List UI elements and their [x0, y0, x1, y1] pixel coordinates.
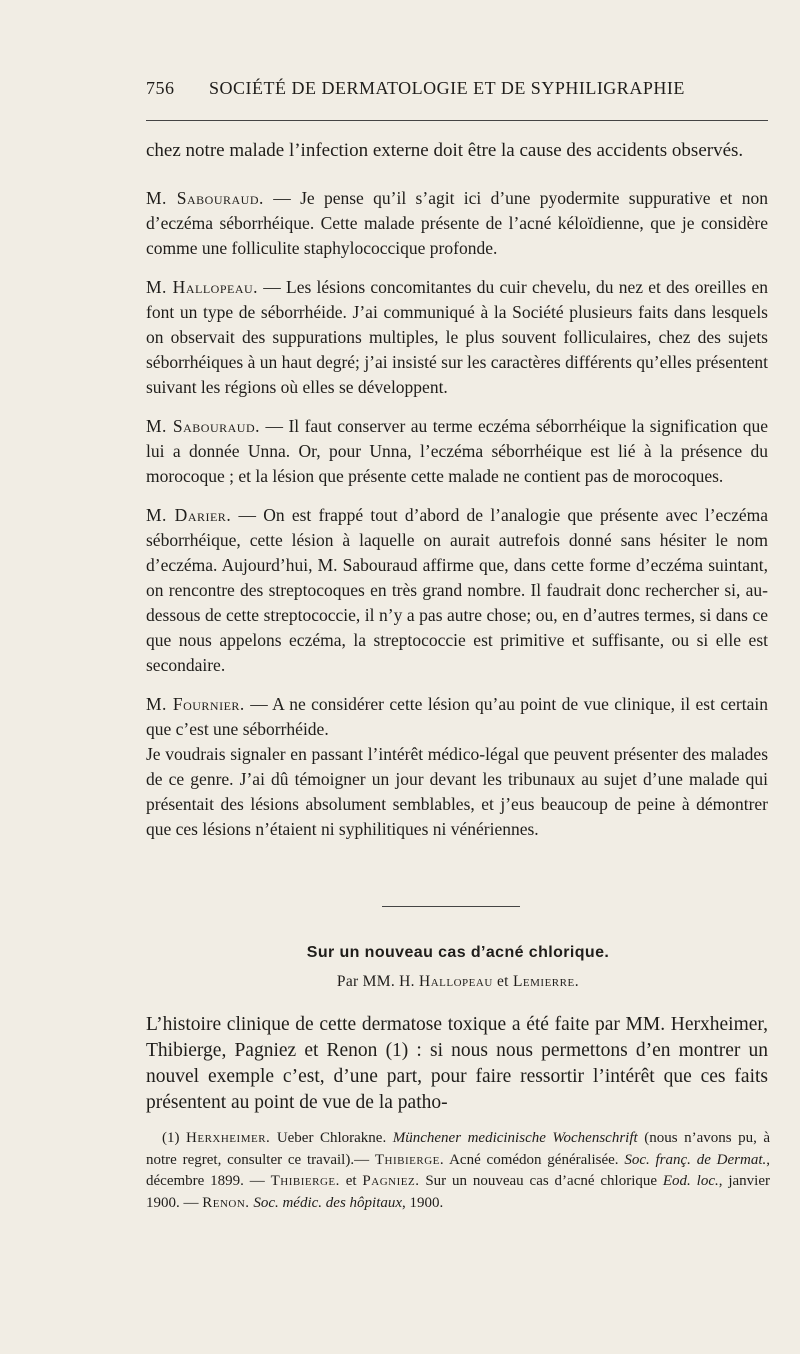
article-paragraph: L’histoire clinique de cette dermatose toxique a été faite par MM. Herxheimer, Thibierge, Pagniez et Renon (1) : si nous nous permettons d’en montrer un nouvel exemple c’est, d’une part, pour faire ressortir l’intérêt que ces faits présentent au point de vue de la patho- [146, 1014, 768, 1113]
footnote-text: , décembre 1899. — [146, 1151, 770, 1189]
footnote-text: et [345, 1173, 357, 1189]
cited-journal: Soc. franç. de Dermat. [624, 1151, 767, 1168]
remark-text: — Je pense qu’il s’agit ici d’une pyodermite suppurative et non d’eczéma séborrhéique. Cette malade présente de l’acné kéloïdienne, que je considère comme une folliculite staphylococcique profonde. [146, 188, 769, 258]
speaker-name: M. Sabouraud. [146, 416, 261, 436]
speaker-name: M. Darier. [146, 505, 232, 525]
cited-author: Thibierge. [270, 1173, 340, 1189]
remark-sabouraud-1 [146, 186, 768, 261]
authors-and: et [496, 973, 509, 990]
author-name: Lemierre. [512, 973, 580, 990]
speaker-name: M. Fournier. [146, 694, 245, 714]
article-authors [146, 973, 770, 991]
page-number: 756 [146, 78, 175, 98]
remark-hallopeau [146, 275, 768, 400]
article-body [146, 1012, 768, 1116]
speaker-name: M. Hallopeau. [146, 277, 259, 297]
footnote-marker: (1) [162, 1130, 180, 1146]
speaker-name: M. Sabouraud. [146, 188, 264, 208]
discussion-section [146, 138, 768, 856]
cited-title: Ueber Chlorakne. [276, 1130, 387, 1146]
remark-fournier [146, 692, 768, 742]
article-title: Sur un nouveau cas d’acné chlorique. [306, 944, 610, 961]
footnote [146, 1128, 770, 1214]
cited-author: Herxheimer. [186, 1130, 271, 1146]
cited-journal: Eod. loc. [662, 1173, 719, 1189]
cited-author: Pagniez. [362, 1173, 420, 1189]
remark-text: — Les lésions concomitantes du cuir chevelu, du nez et des oreilles en font un type de séborrhéide. J’ai communiqué à la Société plusieurs faits dans lesquels on observait des suppurations multiples, le plus souvent folliculaires, chez des sujets séborrhéiques à un haut degré; j’ai insisté sur les caractères différents qu’elles présentent suivant les régions où elles se développent. [146, 277, 768, 397]
cited-journal: Münchener medicinische Wochenschrift [392, 1130, 638, 1146]
cited-title: Sur un nouveau cas d’acné chlorique [425, 1173, 658, 1189]
cited-author: Renon. [202, 1194, 250, 1211]
cited-author: Thibierge. [374, 1151, 445, 1168]
remark-text: — Il faut conserver au terme eczéma séborrhéique la signification que lui a donnée Unna. Or, pour Unna, l’eczéma séborrhéique est lié à la présence du morocoque ; et la lésion que présente cette malade ne contient pas de morocoques. [146, 416, 769, 486]
remark-text: — On est frappé tout d’abord de l’analogie que présente avec l’eczéma séborrhéique, cette lésion à laquelle on aurait autrefois donné sans hésiter le nom d’eczéma. Aujourd’hui, M. Sabouraud affirme que, dans cette forme d’eczéma suintant, on rencontre des streptocoques en très grand nombre. Il faudrait donc rechercher si, au-dessous de cette streptococcie, il n’y a pas autre chose; ou, en d’autres termes, si dans ce que nous appelons eczéma, la streptococcie est primitive et suffisante, ou si elle est secondaire. [146, 505, 769, 675]
opening-paragraph: chez notre malade l’infection externe doit être la cause des accidents observés. [146, 140, 744, 161]
footnote-text: , 1900. [402, 1194, 444, 1211]
header-rule [146, 120, 768, 121]
remark-darier [146, 503, 768, 678]
running-title: SOCIÉTÉ DE DERMATOLOGIE ET DE SYPHILIGRAPHIE [209, 78, 685, 98]
cited-title: Acné comédon généralisée. [449, 1151, 619, 1168]
running-header [146, 78, 770, 99]
author-name: Hallopeau [419, 973, 493, 990]
authors-prefix: Par MM. H. [336, 973, 415, 990]
footnote-text: , janvier 1900. — [146, 1173, 771, 1211]
remark-fournier-continued: Je voudrais signaler en passant l’intérêt médico-légal que peuvent présenter des malades de ce genre. J’ai dû témoigner un jour devant les tribunaux au sujet d’une malade qui présentait des lésions absolument semblables, et j’eus beaucoup de peine à démontrer que ces lésions n’étaient ni syphilitiques ni vénériennes. [146, 744, 768, 839]
footnote-text: (nous n’avons pu, à notre regret, consulter ce travail).— [146, 1130, 771, 1168]
remark-sabouraud-2 [146, 414, 768, 489]
remark-text: — A ne considérer cette lésion qu’au point de vue clinique, il est certain que c’est une séborrhéide. [146, 694, 768, 739]
cited-journal: Soc. médic. des hôpitaux [253, 1194, 403, 1211]
section-divider [382, 906, 520, 907]
